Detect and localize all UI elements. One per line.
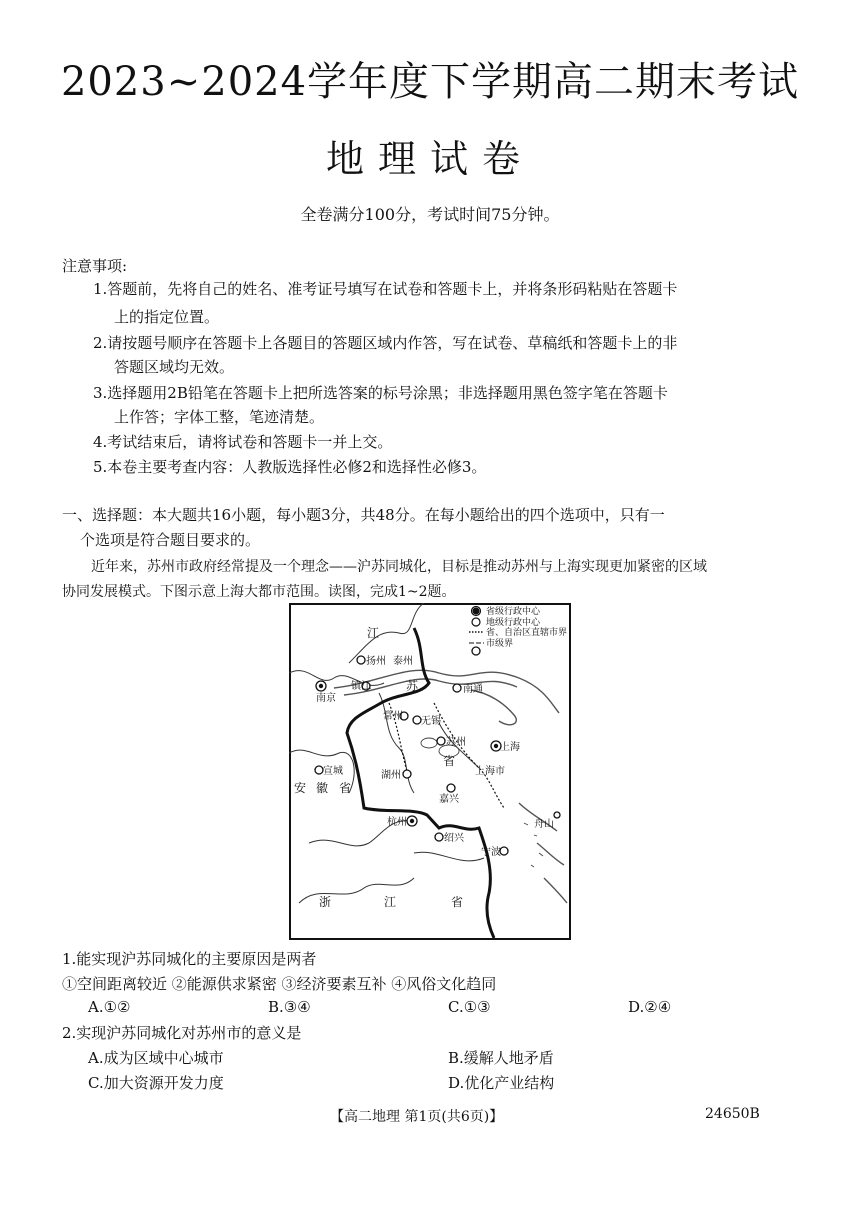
map-label-taizhou: 泰州 [393,656,413,667]
passage-text: 近年来，苏州市政府经常提及一个理念——沪苏同城化，目标是推动苏州与上海实现更加紧密的区域 [91,559,707,575]
notice-item-1: 1.答题前，先将自己的姓名、准考证号填写在试卷和答题卡上，并将条形码粘贴在答题卡 [93,280,678,298]
question-2-option-c: C.加大资源开发力度 [88,1074,224,1092]
notice-item-5: 5.本卷主要考查内容：人教版选择性必修2和选择性必修3。 [93,458,487,476]
map-label-xuancheng: 宣城 [323,766,343,777]
map-label-jiaxing: 嘉兴 [439,794,459,805]
exam-subject-title: 地理试卷 [325,137,534,181]
notice-item-4: 4.考试结束后，请将试卷和答题卡一并上交。 [93,433,393,451]
map-label-jiang2: 江 [384,895,397,909]
legend-city-border: 市级界 [486,639,514,649]
score-info: 全卷满分100分，考试时间75分钟。 [300,205,560,224]
map-label-su: 苏 [406,679,419,693]
question-1-stem: 1.能实现沪苏同城化的主要原因是两者 [62,950,317,968]
map-label-zhenjiang: 镇江 [351,681,371,692]
question-1-option-a: A.①② [88,998,131,1016]
question-1-option-b: B.③④ [268,998,311,1016]
map-label-jiang: 江 [367,626,380,640]
legend-provincial-center: 省级行政中心 [486,607,541,617]
map-label-ningbo: 宁波 [481,847,501,858]
shanghai-metro-map [289,603,571,940]
legend-prefecture-center: 地级行政中心 [486,618,541,628]
exam-title: 2023~2024学年度下学期高二期末考试 [60,59,800,105]
section-heading: 一、选择题：本大题共16小题，每小题3分，共48分。在每小题给出的四个选项中，只有一 [62,506,665,524]
map-label-shanghai-city: 上海市 [475,766,505,777]
map-label-wuxi: 无锡 [421,716,441,727]
map-label-sheng3: 省 [451,895,464,909]
map-label-hangzhou: 杭州 [387,817,407,828]
question-1-option-d: D.②④ [628,998,672,1016]
map-label-zhe: 浙 [319,895,332,909]
map-label-nanjing: 南京 [316,693,336,704]
question-1-option-c: C.①③ [448,998,491,1016]
question-2-option-a: A.成为区域中心城市 [88,1049,224,1067]
notice-item-3-cont: 上作答；字体工整，笔迹清楚。 [114,408,325,426]
map-label-sheng2: 省 [339,781,352,795]
notice-item-2: 2.请按题号顺序在答题卡上各题目的答题区域内作答，写在试卷、草稿纸和答题卡上的非 [93,334,678,352]
legend-provincial-border: 省、自治区直辖市界 [486,628,568,638]
question-2-option-d: D.优化产业结构 [448,1074,555,1092]
notice-item-2-cont: 答题区域均无效。 [114,358,235,376]
notice-item-1-cont: 上的指定位置。 [114,308,220,326]
question-2-stem: 2.实现沪苏同城化对苏州市的意义是 [62,1024,302,1042]
question-2-option-b: B.缓解人地矛盾 [448,1049,554,1067]
question-1-statements: ①空间距离较近 ②能源供求紧密 ③经济要素互补 ④风俗文化趋同 [62,975,497,993]
footer-code: 24650B [705,1106,760,1122]
passage-text-cont: 协同发展模式。下图示意上海大都市范围。读图，完成1~2题。 [62,584,456,600]
map-label-suzhou: 苏州 [446,737,466,748]
map-label-yangzhou: 扬州 [366,656,386,667]
map-label-changzhou: 常州 [383,711,403,722]
notice-item-3: 3.选择题用2B铅笔在答题卡上把所选答案的标号涂黑；非选择题用黑色签字笔在答题卡 [93,384,668,402]
map-label-hui: 徽 [316,781,329,795]
map-label-zhoushan: 舟山 [534,819,554,830]
footer-page-info: 【高二地理 第1页(共6页)】 [330,1109,504,1125]
notice-heading: 注意事项: [62,257,128,275]
map-label-shaoxing: 绍兴 [444,833,464,844]
map-label-nantong: 南通 [463,684,483,695]
map-label-sheng: 省 [443,754,456,768]
map-label-shanghai: 上海 [500,742,520,753]
map-label-an: 安 [294,781,307,795]
section-heading-cont: 个选项是符合题目要求的。 [80,531,261,549]
map-label-huzhou: 湖州 [381,770,401,781]
